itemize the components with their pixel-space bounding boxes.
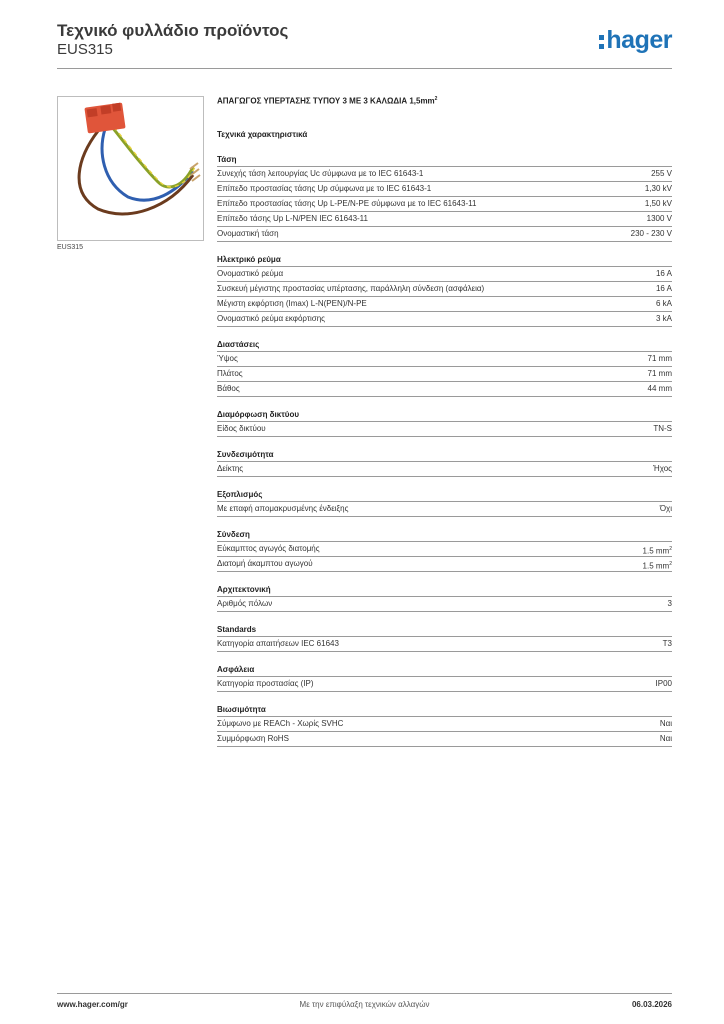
spec-value-text: Ναι [659, 734, 672, 743]
spec-label: Διατομή άκαμπτου αγωγού [217, 559, 313, 568]
spec-value-text: 6 kA [655, 299, 672, 308]
spec-section [217, 154, 672, 242]
spec-section [217, 529, 672, 572]
spec-value-sup: 2 [669, 561, 672, 567]
spec-label: Επίπεδο τάσης Up L-N/PEN IEC 61643-11 [217, 214, 368, 223]
product-image [57, 96, 204, 241]
spec-label: Κατηγορία απαιτήσεων IEC 61643 [217, 639, 339, 648]
spec-section [217, 704, 672, 747]
logo-text: hager [606, 25, 672, 54]
spec-value-text: T3 [662, 639, 672, 648]
spec-value [653, 462, 672, 476]
spec-value-text: 230 - 230 V [630, 229, 672, 238]
spec-value-text: 16 A [655, 284, 672, 293]
spec-value-text: 1.5 mm [642, 561, 670, 571]
spec-section [217, 584, 672, 612]
section-title: Ηλεκτρικό ρεύμα [217, 254, 672, 267]
spec-label: Ύψος [217, 354, 238, 363]
spec-value [648, 352, 672, 366]
spec-row [217, 717, 672, 732]
spec-section [217, 624, 672, 652]
spec-label: Συσκευή μέγιστης προστασίας υπέρτασης, παράλληλη σύνδεση (ασφάλεια) [217, 284, 485, 293]
spec-label: Ονομαστική τάση [217, 229, 279, 238]
page-header [57, 20, 672, 69]
spec-value [660, 717, 672, 731]
spec-value-text: Ναι [659, 719, 672, 728]
spec-value-text: 3 [667, 599, 672, 608]
section-title: Βιωσιμότητα [217, 704, 672, 717]
spec-value-text: 71 mm [647, 369, 672, 378]
spec-value [645, 197, 672, 211]
spec-value-text: IP00 [655, 679, 672, 688]
spec-row [217, 382, 672, 397]
spec-section [217, 254, 672, 327]
spec-section [217, 449, 672, 477]
spec-value [647, 212, 672, 226]
spec-label: Αριθμός πόλων [217, 599, 273, 608]
spec-value-text: Ήχος [653, 464, 672, 473]
spec-row [217, 637, 672, 652]
spec-section [217, 489, 672, 517]
product-title-text: ΑΠΑΓΩΓΟΣ ΥΠΕΡΤΑΣΗΣ ΤΥΠΟΥ 3 ΜΕ 3 ΚΑΛΩΔΙΑ 1,5mm [217, 96, 435, 106]
spec-label: Εύκαμπτος αγωγός διατομής [217, 544, 320, 553]
spec-content [217, 96, 672, 747]
spec-value-text: 255 V [651, 169, 672, 178]
spec-row [217, 227, 672, 242]
spec-value-sup: 2 [669, 546, 672, 552]
spec-value-text: 1,50 kV [644, 199, 672, 208]
spec-label: Κατηγορία προστασίας (IP) [217, 679, 314, 688]
spec-value [651, 167, 672, 181]
spec-value [648, 382, 672, 396]
spec-label: Είδος δικτύου [217, 424, 266, 433]
spec-row [217, 462, 672, 477]
section-title: Σύνδεση [217, 529, 672, 542]
spec-label: Βάθος [217, 384, 240, 393]
spec-label: Πλάτος [217, 369, 243, 378]
spec-value [656, 312, 672, 326]
spec-row [217, 502, 672, 517]
page-footer [57, 993, 672, 1014]
section-title: Διαμόρφωση δικτύου [217, 409, 672, 422]
spec-value-text: Όχι [659, 504, 672, 513]
spec-label: Επίπεδο προστασίας τάσης Up L-PE/N-PE σύμφωνα με το IEC 61643-11 [217, 199, 477, 208]
spec-value [656, 297, 672, 311]
spec-value-text: 71 mm [647, 354, 672, 363]
spec-value [648, 367, 672, 381]
spec-row [217, 352, 672, 367]
spec-label: Με επαφή απομακρυσμένης ένδειξης [217, 504, 349, 513]
section-title: Εξοπλισμός [217, 489, 672, 502]
spec-value [660, 502, 672, 516]
spec-value-text: 1300 V [646, 214, 672, 223]
spec-value [656, 267, 672, 281]
image-caption: EUS315 [57, 244, 84, 251]
hager-logo [599, 26, 672, 54]
spec-row [217, 597, 672, 612]
spec-label: Συμμόρφωση RoHS [217, 734, 289, 743]
document-title: Τεχνικό φυλλάδιο προϊόντος [57, 21, 289, 40]
spec-row [217, 167, 672, 182]
spec-value [643, 542, 672, 556]
spec-row [217, 182, 672, 197]
spec-row [217, 197, 672, 212]
spec-row [217, 297, 672, 312]
product-code: EUS315 [57, 41, 113, 58]
spec-value-text: 1.5 mm [642, 546, 670, 556]
technical-heading: Τεχνικά χαρακτηριστικά [217, 130, 308, 139]
spec-label: Μέγιστη εκφόρτιση (Imax) L-N(PEN)/N-PE [217, 299, 367, 308]
footer-note: Με την επιφύλαξη τεχνικών αλλαγών [299, 1000, 430, 1009]
spec-value [631, 227, 672, 241]
surge-arrester-image [58, 97, 203, 240]
spec-label: Ονομαστικό ρεύμα εκφόρτισης [217, 314, 326, 323]
footer-date: 06.03.2026 [631, 1000, 672, 1009]
section-title: Ασφάλεια [217, 664, 672, 677]
spec-row [217, 267, 672, 282]
spec-row [217, 212, 672, 227]
spec-value-text: TN-S [653, 424, 672, 433]
spec-value-text: 1,30 kV [644, 184, 672, 193]
spec-sections [217, 154, 672, 747]
spec-value [645, 182, 672, 196]
spec-row [217, 312, 672, 327]
spec-value [660, 732, 672, 746]
product-title [217, 96, 672, 110]
spec-row [217, 557, 672, 572]
spec-value [668, 597, 672, 611]
spec-value [643, 557, 672, 571]
logo-mark-icon [599, 35, 604, 49]
spec-section [217, 664, 672, 692]
spec-row [217, 732, 672, 747]
spec-section [217, 409, 672, 437]
spec-row [217, 282, 672, 297]
spec-value [656, 677, 672, 691]
spec-value-text: 44 mm [647, 384, 672, 393]
spec-value-text: 3 kA [655, 314, 672, 323]
spec-label: Σύμφωνο με REACh - Χωρίς SVHC [217, 719, 344, 728]
spec-label: Συνεχής τάση λειτουργίας Uc σύμφωνα με το IEC 61643-1 [217, 169, 424, 178]
spec-row [217, 542, 672, 557]
spec-value [656, 282, 672, 296]
spec-label: Δείκτης [217, 464, 244, 473]
product-title-sup: 2 [434, 96, 438, 102]
section-title: Standards [217, 624, 672, 637]
spec-section [217, 339, 672, 397]
footer-website-link[interactable]: www.hager.com/gr [57, 1000, 128, 1009]
section-title: Αρχιτεκτονική [217, 584, 672, 597]
spec-value [653, 422, 672, 436]
spec-value [663, 637, 672, 651]
section-title: Συνδεσιμότητα [217, 449, 672, 462]
section-title: Διαστάσεις [217, 339, 672, 352]
spec-value-text: 16 A [655, 269, 672, 278]
spec-label: Επίπεδο προστασίας τάσης Up σύμφωνα με το IEC 61643-1 [217, 184, 432, 193]
spec-row [217, 367, 672, 382]
spec-row [217, 677, 672, 692]
spec-row [217, 422, 672, 437]
spec-label: Ονομαστικό ρεύμα [217, 269, 284, 278]
section-title: Τάση [217, 154, 672, 167]
